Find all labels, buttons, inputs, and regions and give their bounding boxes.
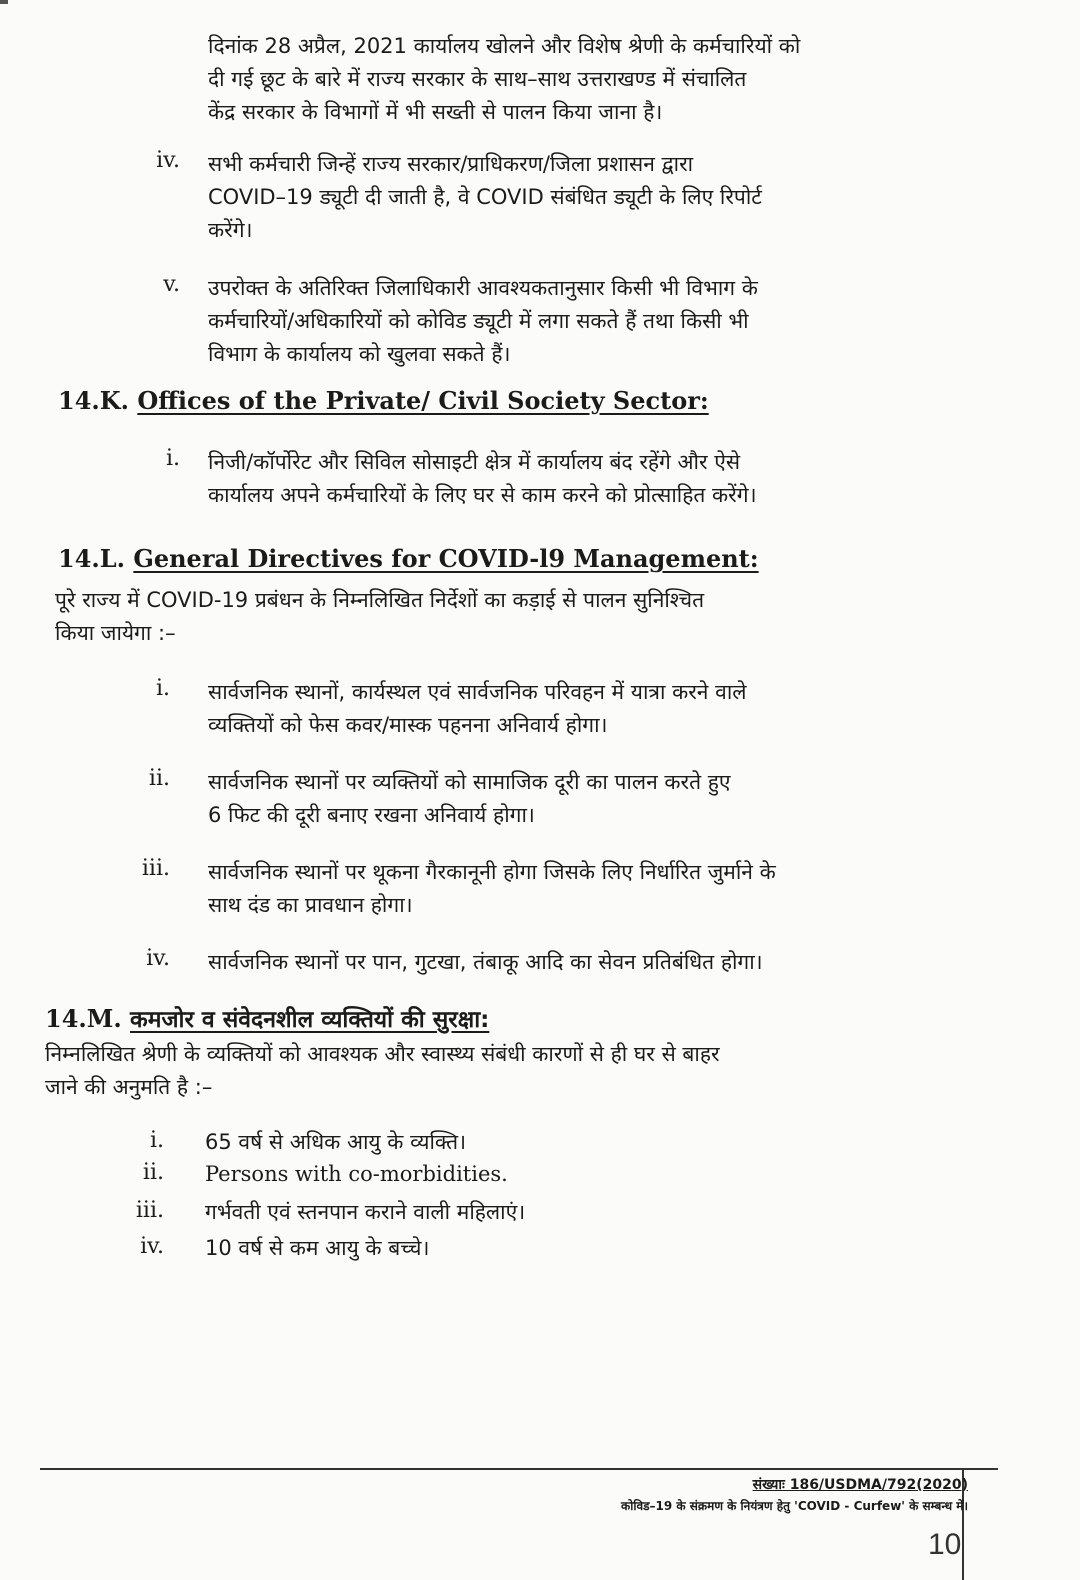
text-line: विभाग के कार्यालय को खुलवा सकते हैं। — [208, 342, 511, 366]
list-item-text — [208, 272, 998, 371]
text-line: दी गई छूट के बारे में राज्य सरकार के साथ–साथ उत्तराखण्ड में संचालित — [208, 67, 747, 91]
list-item-text — [205, 1196, 905, 1229]
intro-paragraph — [208, 30, 998, 129]
text-line: पूरे राज्य में COVID-19 प्रबंधन के निम्नलिखित निर्देशों का कड़ाई से पालन सुनिश्चित — [55, 588, 705, 612]
page-number: 10 — [928, 1528, 962, 1561]
text-line: सभी कर्मचारी जिन्हें राज्य सरकार/प्राधिकरण/जिला प्रशासन द्वारा — [208, 152, 694, 176]
text-line: करेंगे। — [208, 218, 253, 242]
section-intro — [55, 584, 998, 650]
list-item-number: v. — [163, 272, 180, 297]
text-line: साथ दंड का प्रावधान होगा। — [208, 893, 413, 917]
text-line: सार्वजनिक स्थानों, कार्यस्थल एवं सार्वजनिक परिवहन में यात्रा करने वाले — [208, 680, 747, 704]
text-line: उपरोक्त के अतिरिक्त जिलाधिकारी आवश्यकतानुसार किसी भी विभाग के — [208, 276, 758, 300]
list-item-number: iv. — [156, 148, 180, 173]
scan-mark — [0, 0, 8, 4]
list-item-number: iii. — [141, 856, 170, 881]
text-line: निम्नलिखित श्रेणी के व्यक्तियों को आवश्यक और स्वास्थ्य संबंधी कारणों से ही घर से बाहर — [45, 1042, 720, 1066]
text-line: व्यक्तियों को फेस कवर/मास्क पहनना अनिवार्य होगा। — [208, 713, 608, 737]
text-line: 6 फिट की दूरी बनाए रखना अनिवार्य होगा। — [208, 803, 535, 827]
text-line: गर्भवती एवं स्तनपान कराने वाली महिलाएं। — [205, 1200, 526, 1224]
footer-divider — [40, 1468, 998, 1470]
list-item-number: ii. — [142, 1160, 164, 1185]
section-code: 14.L. — [58, 544, 125, 573]
list-item-number: iv. — [146, 946, 170, 971]
text-line: कर्मचारियों/अधिकारियों को कोविड ड्यूटी में लगा सकते हैं तथा किसी भी — [208, 309, 749, 333]
list-item-text — [208, 946, 998, 979]
section-code: 14.K. — [58, 386, 129, 415]
section-title: Offices of the Private/ Civil Society Sector: — [137, 386, 709, 415]
text-line: किया जायेगा :– — [55, 621, 176, 645]
text-line: निजी/कॉर्पोरेट और सिविल सोसाइटी क्षेत्र में कार्यालय बंद रहेंगे और ऐसे — [208, 450, 741, 474]
section-intro — [45, 1038, 998, 1104]
text-line: Persons with co-morbidities. — [205, 1162, 508, 1186]
text-line: सार्वजनिक स्थानों पर पान, गुटखा, तंबाकू आदि का सेवन प्रतिबंधित होगा। — [208, 950, 763, 974]
text-line: सार्वजनिक स्थानों पर व्यक्तियों को सामाजिक दूरी का पालन करते हुए — [208, 770, 731, 794]
text-line: सार्वजनिक स्थानों पर थूकना गैरकानूनी होगा जिसके लिए निर्धारित जुर्माने के — [208, 860, 776, 884]
list-item-text — [208, 676, 998, 742]
text-line: कार्यालय अपने कर्मचारियों के लिए घर से काम करने को प्रोत्साहित करेंगे। — [208, 483, 757, 507]
list-item-text — [208, 766, 998, 832]
text-line: जाने की अनुमति है :– — [45, 1075, 213, 1099]
text-line: दिनांक 28 अप्रैल, 2021 कार्यालय खोलने और विशेष श्रेणी के कर्मचारियों को — [208, 34, 801, 58]
list-item-number: ii. — [148, 766, 170, 791]
text-line: 65 वर्ष से अधिक आयु के व्यक्ति। — [205, 1130, 467, 1154]
list-item-number: iii. — [135, 1198, 164, 1223]
section-heading-14l — [58, 544, 759, 573]
text-line: COVID–19 ड्यूटी दी जाती है, वे COVID संबंधित ड्यूटी के लिए रिपोर्ट — [208, 185, 762, 209]
section-heading-14m — [45, 1002, 489, 1034]
text-line: 10 वर्ष से कम आयु के बच्चे। — [205, 1236, 430, 1260]
text-line: केंद्र सरकार के विभागों में भी सख्ती से पालन किया जाना है। — [208, 100, 663, 124]
list-item-number: iv. — [140, 1234, 164, 1259]
section-title: कमजोर व संवेदनशील व्यक्तियों की सुरक्षा: — [130, 1007, 490, 1033]
footer-subject: कोविड–19 के संक्रमण के नियंत्रण हेतु 'COVID - Curfew' के सम्बन्ध में। — [621, 1499, 968, 1513]
list-item-text — [208, 446, 998, 512]
list-item-number: i. — [155, 676, 170, 701]
section-code: 14.M. — [45, 1004, 122, 1033]
list-item-text — [205, 1126, 905, 1159]
list-item-number: i. — [149, 1128, 164, 1153]
list-item-text — [208, 856, 998, 922]
list-item-number: i. — [165, 446, 180, 471]
reference-number: संख्याः 186/USDMA/792(2020) — [752, 1477, 968, 1493]
section-heading-14k — [58, 386, 709, 415]
list-item-text — [208, 148, 998, 247]
list-item-text — [205, 1158, 905, 1191]
section-title: General Directives for COVID-l9 Management: — [133, 544, 759, 573]
list-item-text — [205, 1232, 905, 1265]
